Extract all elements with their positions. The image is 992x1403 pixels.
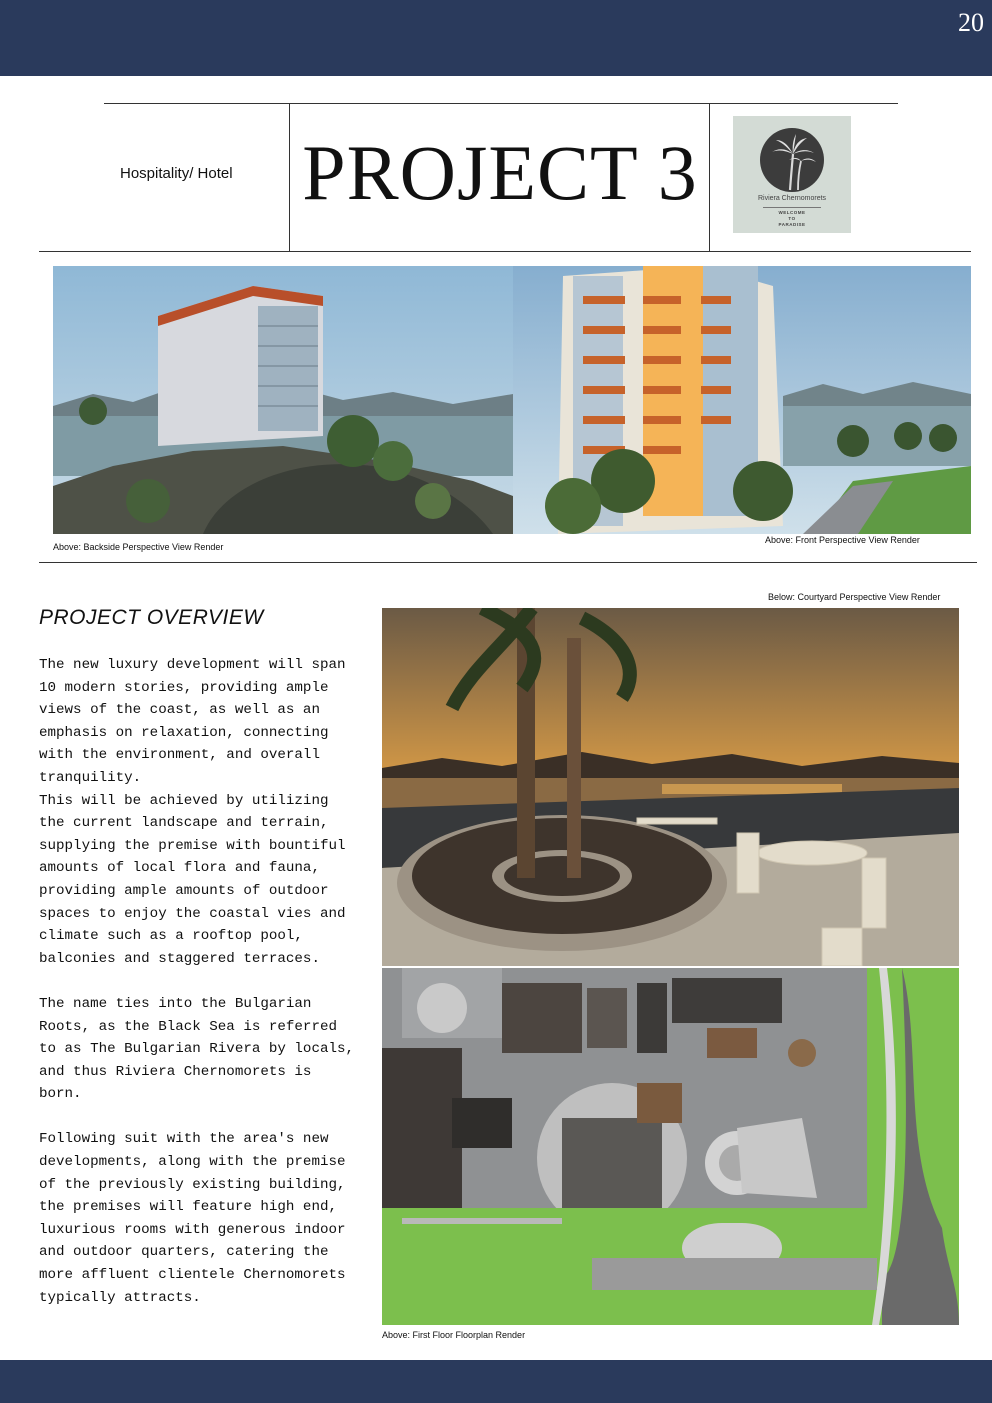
caption-backside-render: Above: Backside Perspective View Render [53,542,224,552]
page-number: 20 [958,8,984,37]
overview-paragraph-2: This will be achieved by utilizing the current landscape and terrain, supplying the premise with bountiful amounts of local flora and fauna, providing ample amounts of outdoor spaces to enjoy the coastal vies and climate such as a rooftop pool, balconies and staggered terraces. [39,792,346,967]
caption-courtyard-render: Below: Courtyard Perspective View Render [768,592,941,602]
logo-rule [763,207,821,208]
caption-floorplan-render: Above: First Floor Floorplan Render [382,1330,526,1340]
title-divider-right [709,103,710,251]
logo-tagline [733,210,851,228]
courtyard-render-image [382,608,959,966]
footer-band [0,1360,992,1403]
caption-front-render: Above: Front Perspective View Render [765,535,920,545]
title-top-rule [104,103,898,104]
overview-text [39,654,359,1309]
project-logo [733,116,851,233]
palm-tree-icon [760,128,824,192]
front-render-image [513,266,971,534]
section-divider-rule [39,562,977,563]
logo-tagline-line-1: WELCOME [778,210,806,215]
backside-render-image [53,266,513,534]
project-category: Hospitality/ Hotel [120,165,233,182]
title-bottom-rule [39,251,971,252]
floorplan-render-image [382,968,959,1325]
title-divider-left [289,103,290,251]
overview-paragraph-3: The name ties into the Bulgarian Roots, as the Black Sea is referred to as The Bulgarian Rivera by locals, and thus Riviera Chernomorets is born. [39,995,355,1103]
overview-heading: PROJECT OVERVIEW [39,606,264,629]
project-title: PROJECT 3 [302,129,698,216]
header-band [0,0,992,76]
overview-paragraph-4: Following suit with the area's new developments, along with the premise of the previously existing building, the premises will feature high end, luxurious rooms with generous indoor and outdoor quarters, catering the more affluent clientele Chernomorets typically attracts. [39,1131,346,1306]
logo-tagline-line-2: TO [788,216,796,221]
logo-tagline-line-3: PARADISE [778,222,806,227]
overview-paragraph-1: The new luxury development will span 10 modern stories, providing ample views of the coast, as well as an emphasis on relaxation, connecting with the environment, and overall tranquility. [39,657,346,786]
logo-name: Riviera Chernomorets [757,195,827,202]
